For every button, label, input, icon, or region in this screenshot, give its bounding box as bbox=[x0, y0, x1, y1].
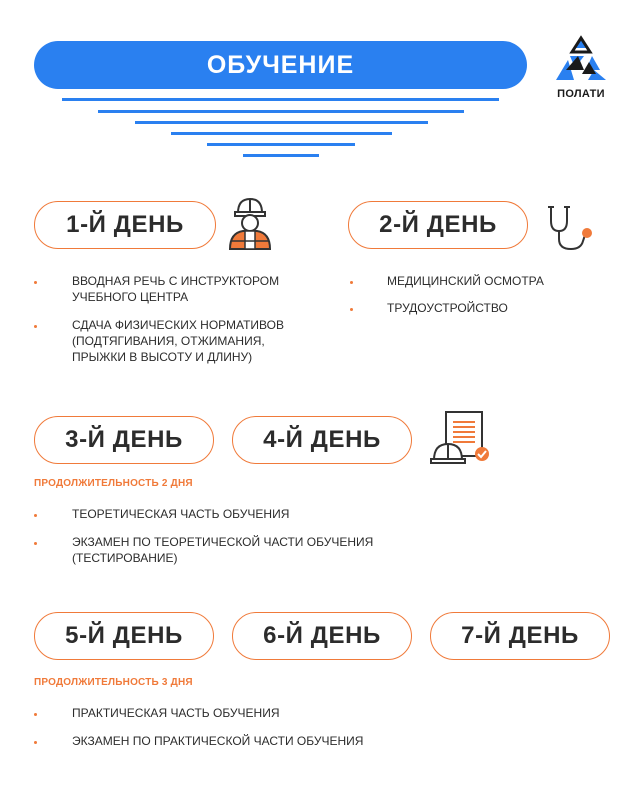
decorative-line bbox=[135, 121, 428, 124]
bullet-dot bbox=[34, 514, 37, 517]
header-banner bbox=[34, 41, 527, 89]
stethoscope-icon bbox=[545, 203, 595, 253]
list-item: ВВОДНАЯ РЕЧЬ С ИНСТРУКТОРОМ УЧЕБНОГО ЦЕНТРА bbox=[72, 274, 280, 304]
page-title: ОБУЧЕНИЕ bbox=[206, 50, 355, 79]
document-helmet-icon bbox=[428, 408, 494, 468]
bullet-dot bbox=[34, 325, 37, 328]
day-label: 3-Й ДЕНЬ bbox=[65, 426, 183, 453]
list-item: ЭКЗАМЕН ПО ТЕОРЕТИЧЕСКОЙ ЧАСТИ ОБУЧЕНИЯ (ТЕСТИРОВАНИЕ) bbox=[72, 535, 374, 565]
day-label: 1-Й ДЕНЬ bbox=[66, 211, 184, 238]
day-4-badge bbox=[232, 416, 412, 464]
list-item: МЕДИЦИНСКИЙ ОСМОТРА bbox=[387, 274, 544, 288]
bullet-dot bbox=[34, 741, 37, 744]
bullet-dot bbox=[34, 542, 37, 545]
list-item: ПРАКТИЧЕСКАЯ ЧАСТЬ ОБУЧЕНИЯ bbox=[72, 706, 280, 720]
day-7-badge bbox=[430, 612, 610, 660]
day-label: 2-Й ДЕНЬ bbox=[379, 211, 497, 238]
company-logo bbox=[548, 34, 614, 104]
list-item: ТРУДОУСТРОЙСТВО bbox=[387, 301, 508, 315]
day-label: 4-Й ДЕНЬ bbox=[263, 426, 381, 453]
bullet-dot bbox=[34, 281, 37, 284]
duration-label: ПРОДОЛЖИТЕЛЬНОСТЬ 2 ДНЯ bbox=[34, 478, 193, 489]
decorative-line bbox=[171, 132, 392, 135]
decorative-line bbox=[98, 110, 464, 113]
bullet-dot bbox=[350, 281, 353, 284]
day-5-badge bbox=[34, 612, 214, 660]
list-item: ТЕОРЕТИЧЕСКАЯ ЧАСТЬ ОБУЧЕНИЯ bbox=[72, 507, 290, 521]
duration-label: ПРОДОЛЖИТЕЛЬНОСТЬ 3 ДНЯ bbox=[34, 677, 193, 688]
day-3-badge bbox=[34, 416, 214, 464]
decorative-line bbox=[243, 154, 319, 157]
day-label: 5-Й ДЕНЬ bbox=[65, 622, 183, 649]
bullet-dot bbox=[350, 308, 353, 311]
logo-text: ПОЛАТИ bbox=[557, 88, 605, 100]
decorative-line bbox=[207, 143, 355, 146]
day-1-badge bbox=[34, 201, 216, 249]
day-6-badge bbox=[232, 612, 412, 660]
list-item: ЭКЗАМЕН ПО ПРАКТИЧЕСКОЙ ЧАСТИ ОБУЧЕНИЯ bbox=[72, 734, 364, 748]
day-2-badge bbox=[348, 201, 528, 249]
worker-helmet-icon bbox=[225, 195, 275, 251]
day-label: 7-Й ДЕНЬ bbox=[461, 622, 579, 649]
list-item: СДАЧА ФИЗИЧЕСКИХ НОРМАТИВОВ (ПОДТЯГИВАНИЯ, ОТЖИМАНИЯ, ПРЫЖКИ В ВЫСОТУ И ДЛИНУ) bbox=[72, 318, 285, 364]
decorative-line bbox=[62, 98, 499, 101]
bullet-dot bbox=[34, 713, 37, 716]
day-label: 6-Й ДЕНЬ bbox=[263, 622, 381, 649]
polati-triangle-logo-icon bbox=[548, 34, 614, 86]
